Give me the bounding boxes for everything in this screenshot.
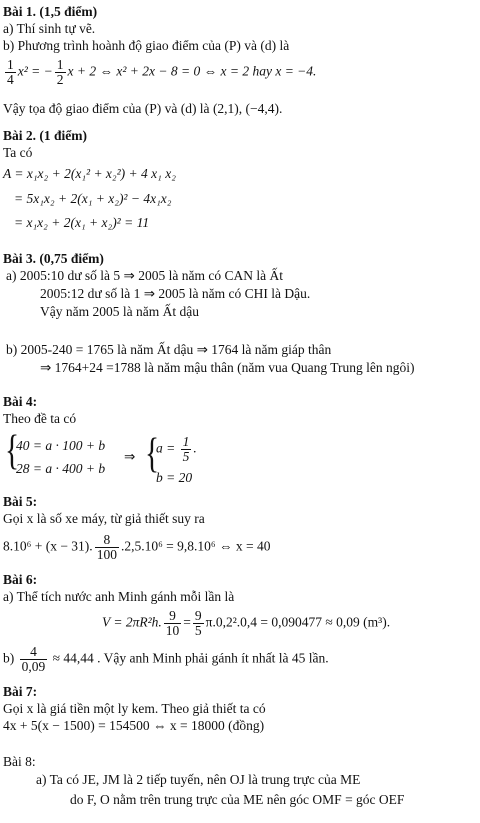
b3-a3: Vậy năm 2005 là năm Ất dậu [40,304,199,319]
b3-a1: a) 2005:10 dư số là 5 ⇒ 2005 là năm có CAN là Ất [6,268,283,283]
fraction: $\frac{8}{100}$ [96,532,117,562]
b5-text: Gọi x là số xe máy, từ giả thiết suy ra [3,511,205,526]
b2-line3: = x₁x₂ + 2(x₁ + x₂)² = 11 [14,215,150,230]
b2-line1: A = x₁x₂ + 2(x₁² + x₂²) + 4 x₁ x₂ [3,166,176,181]
b4-sys1: 40 = a · 100 + b [16,438,106,453]
left-brace: { [145,431,160,477]
b6-volume-equation: V = 2πR²h. $\frac{9}{10}$ = $\frac{9}{5}$ π.0,2².0,4 = 0,090477 ≈ 0,09 (m³). [102,608,391,638]
b6-title: Bài 6: [3,572,38,587]
b6-a: a) Thể tích nước anh Minh gánh mỗi lần là [3,589,235,604]
fraction: $\frac{1}{4}$ [7,57,14,87]
b1-equation: $\frac{1}{4}$ x² = − $\frac{1}{2}$ x + 2 ⇔ x² + 2x − 8 = 0 ⇔ x = 2 hay x = −4. [7,57,317,87]
b8-a2: do F, O nằm trên trung trực của ME nên góc OMF = góc OEF [70,792,405,807]
b4-title: Bài 4: [3,394,38,409]
b7-text: Gọi x là giá tiền một ly kem. Theo giả thiết ta có [3,701,266,716]
fraction: $\frac{9}{10}$ [165,608,180,638]
b8-title: Bài 8: [3,754,36,769]
b4-res-a: a = $\frac{1}{5}$ . [156,434,197,464]
b3-a2: 2005:12 dư số là 1 ⇒ 2005 là năm có CHI là Dậu. [40,286,311,301]
b1-title: Bài 1. (1,5 điểm) [3,4,98,19]
fraction: $\frac{9}{5}$ [194,608,202,638]
b1-conclusion: Vậy tọa độ giao điểm của (P) và (d) là (2,1), (−4,4). [3,101,283,116]
b4-sys2: 28 = a · 400 + b [16,461,106,476]
b3-title: Bài 3. (0,75 điểm) [3,251,104,266]
b6-b: b) $\frac{4}{0,09}$ ≈ 44,44 . Vậy anh Minh phải gánh ít nhất là 45 lần. [3,644,329,674]
b7-title: Bài 7: [3,684,38,699]
b4-theo: Theo đề ta có [3,411,77,426]
fraction: $\frac{1}{2}$ [56,57,64,87]
b8-a1: a) Ta có JE, JM là 2 tiếp tuyến, nên OJ là trung trực của ME [36,772,361,787]
fraction: $\frac{4}{0,09}$ [21,644,46,674]
b4-res-b: b = 20 [156,470,193,485]
b5-title: Bài 5: [3,494,38,509]
b5-equation: 8.10⁶ + (x − 31). $\frac{8}{100}$ .2,5.10⁶ = 9,8.10⁶ ⇔ x = 40 [3,532,271,562]
left-brace: { [5,428,20,474]
b2-line2: = 5x₁x₂ + 2(x₁ + x₂)² − 4x₁x₂ [14,191,172,206]
b7-equation: 4x + 5(x − 1500) = 154500 ⇔ x = 18000 (đồng) [3,718,265,733]
b3-b1: b) 2005-240 = 1765 là năm Ất dậu ⇒ 1764 là năm giáp thân [6,342,332,357]
b2-taco: Ta có [3,145,33,160]
b1-a: a) Thí sinh tự vẽ. [3,21,96,36]
b2-title: Bài 2. (1 điểm) [3,128,87,143]
implies-arrow: ⇒ [124,449,136,464]
fraction: $\frac{1}{5}$ [182,434,190,464]
b1-b: b) Phương trình hoành độ giao điểm của (P) và (d) là [3,38,290,53]
b3-b2: ⇒ 1764+24 =1788 là năm mậu thân (năm vua Quang Trung lên ngôi) [40,360,415,375]
